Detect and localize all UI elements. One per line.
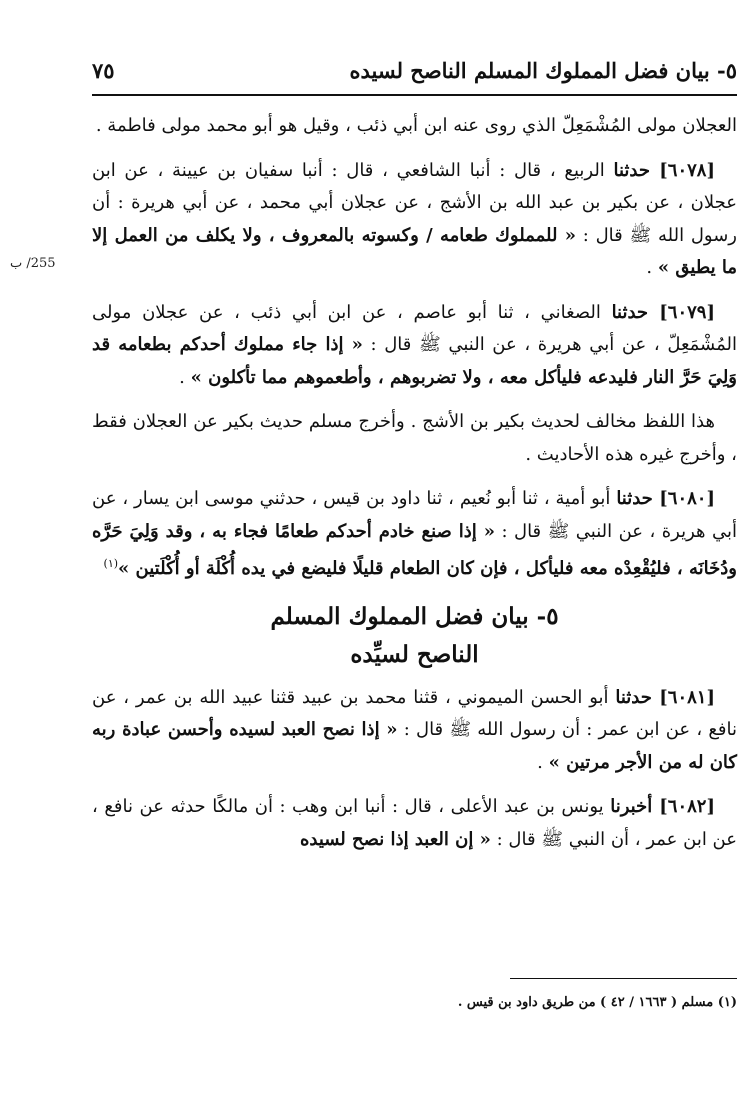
header-title: ٥- بيان فضل المملوك المسلم الناصح لسيده <box>349 58 737 83</box>
section-heading-line2: الناصح لسيِّده <box>350 640 479 668</box>
text-run: الصغاني ، ثنا أبو عاصم ، عن ابن أبي ذئب ، عن عجلان مولى المُشْمَعِلّ ، عن أبي هريرة ، عن النبي ﷺ قال : <box>92 301 738 355</box>
bold-text-run: « إذا جاء مملوك أحدكم بطعامه قد وَلِيَ حَرَّ النار فليدعه فليأكل معه ، ولا تضربوهم ، وأطعموهم مما تأكلون » <box>92 334 737 388</box>
bold-text-run: [٦٠٨٢] <box>652 796 715 817</box>
bold-text-run: [٦٠٨٠] <box>652 488 715 509</box>
section-heading <box>92 598 737 674</box>
bold-text-run: « إذا صنع خادم أحدكم طعامًا فجاء به ، وقد وَلِيَ حَرَّه ودُخَانَه ، فليُقْعِدْه معه فليأكل ، فإن كان الطعام قليلًا فليضع في يده أُكْلَة أو أُكْلَتين » <box>92 520 737 579</box>
bold-text-run: [٦٠٧٩] <box>648 301 715 323</box>
footnote-divider <box>510 978 737 979</box>
section-heading-line1: ٥- بيان فضل المملوك المسلم <box>270 602 559 630</box>
hadith-6080 <box>92 483 737 586</box>
bold-text-run: حدثنا <box>615 686 652 708</box>
text-run: هذا اللفظ مخالف لحديث بكير بن الأشج . وأخرج مسلم حديث بكير عن العجلان فقط ، وأخرج غيره هذه الأحاديث . <box>92 411 737 465</box>
text-run: . <box>179 366 191 388</box>
bold-text-run: حدثنا <box>616 488 653 509</box>
bold-text-run: « إذا نصح العبد لسيده وأحسن عبادة ربه كان له من الأجر مرتين » <box>92 719 737 773</box>
text-run: يونس بن عبد الأعلى ، قال : أنبا ابن وهب : أن مالكًا حدثه عن نافع ، عن ابن عمر ، أن النبي ﷺ قال : <box>92 796 737 850</box>
hadith-6078 <box>92 155 737 285</box>
paragraph-continuation <box>92 110 737 143</box>
text-run: . <box>537 751 549 773</box>
bold-text-run: [٦٠٧٨] <box>650 159 715 181</box>
hadith-6079 <box>92 297 737 395</box>
bold-text-run: حدثنا <box>611 301 649 323</box>
footnote: (١) مسلم ( ١٦٦٣ / ٤٢ ) من طريق داود بن قيس . <box>457 995 737 1010</box>
text-run: . <box>646 257 658 278</box>
page-number: ٧٥ <box>92 58 115 83</box>
running-header <box>92 54 737 88</box>
header-divider <box>92 94 737 96</box>
text-run: العجلان مولى المُشْمَعِلّ الذي روى عنه ابن أبي ذئب ، وقيل هو أبو محمد مولى فاطمة . <box>95 115 737 136</box>
manuscript-folio-marker: 255/ ب <box>10 256 56 271</box>
text-run: أبو الحسن الميموني ، قثنا محمد بن عبيد قثنا عبيد الله بن عمر ، عن نافع ، عن ابن عمر : أن رسول الله ﷺ قال : <box>92 686 738 740</box>
footnote-reference: (١) <box>103 557 119 570</box>
bold-text-run: « إن العبد إذا نصح لسيده <box>299 828 491 850</box>
bold-text-run: حدثنا <box>613 159 651 181</box>
bold-text-run: أخبرنا <box>610 796 653 817</box>
hadith-6082 <box>92 791 737 856</box>
commentary-paragraph <box>92 406 737 471</box>
text-run: الربيع ، قال : أنبا الشافعي ، قال : أنبا سفيان بن عيينة ، عن ابن عجلان ، عن بكير بن عبد الله بن الأشج ، عن عجلان أبي محمد ، عن أبي هريرة : أن رسول الله ﷺ قال : <box>92 159 737 246</box>
text-run: أبو أمية ، ثنا أبو نُعيم ، ثنا داود بن قيس ، حدثني موسى ابن يسار ، عن أبي هريرة ، عن النبي ﷺ قال : <box>92 488 737 542</box>
bold-text-run: « للمملوك طعامه / وكسوته بالمعروف ، ولا يكلف من العمل إلا ما يطيق » <box>92 224 737 278</box>
hadith-6081 <box>92 682 737 780</box>
main-text <box>92 110 737 868</box>
bold-text-run: [٦٠٨١] <box>651 686 715 708</box>
